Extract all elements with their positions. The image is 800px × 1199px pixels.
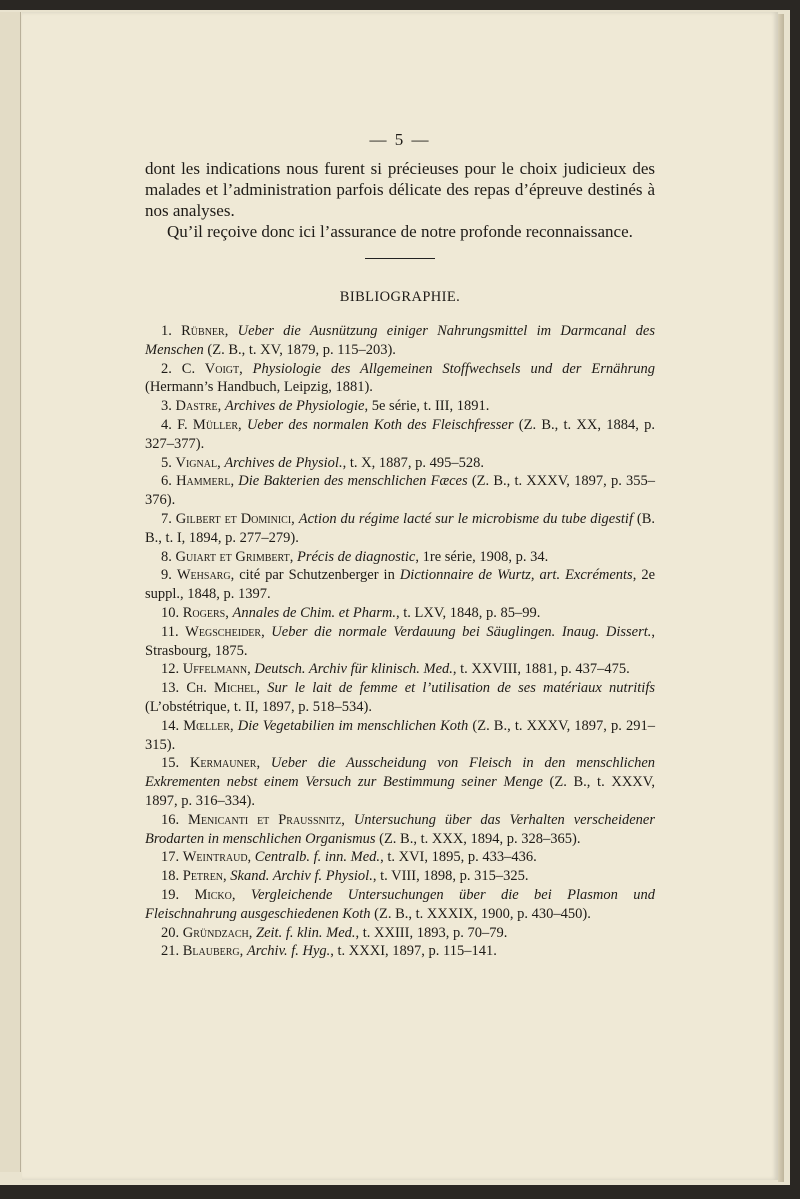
bibliography-entry xyxy=(145,754,655,810)
entry-title: Physiologie des Allgemeinen Stoffwechsels und der Ernährung xyxy=(252,360,656,377)
entry-details: , t. LXV, 1848, p. 85–99. xyxy=(395,604,541,621)
bibliography-entry xyxy=(145,867,655,886)
bibliography-entry xyxy=(145,623,655,661)
entry-details: (Z. B., t. XXXV, 1897, p. 316–334). xyxy=(145,774,655,809)
entry-separator: , xyxy=(223,868,231,885)
entry-author: Rogers xyxy=(182,604,226,621)
entry-author: Dastre xyxy=(175,398,218,415)
entry-separator: , xyxy=(341,811,354,828)
entry-title: Ueber die normale Verdauung bei Säuglingen. Inaug. Dissert. xyxy=(271,623,652,640)
bibliography-entry xyxy=(145,360,655,398)
section-divider xyxy=(365,258,435,259)
entry-title: Sur le lait de femme et l’utilisation de ses matériaux nutritifs xyxy=(267,680,655,697)
entry-number: 12. xyxy=(161,661,180,678)
entry-details: , t. XXXI, 1897, p. 115–141. xyxy=(330,943,497,960)
entry-author: Hammerl xyxy=(176,473,231,490)
entry-separator: , xyxy=(256,680,268,697)
entry-details: (Z. B., t. XXXIX, 1900, p. 430–450). xyxy=(370,905,591,922)
entry-number: 5. xyxy=(161,454,172,471)
entry-details: , t. X, 1887, p. 495–528. xyxy=(342,454,484,471)
bibliography-entry xyxy=(145,510,655,548)
entry-author: Ch. Michel xyxy=(186,680,257,697)
entry-title: Archives de Physiol. xyxy=(224,454,343,471)
entry-number: 8. xyxy=(161,548,172,565)
entry-number: 11. xyxy=(161,623,179,640)
bibliography-entry xyxy=(145,548,655,567)
entry-details: , 1re série, 1908, p. 34. xyxy=(415,548,549,565)
entry-number: 9. xyxy=(161,567,172,584)
entry-separator: , xyxy=(230,473,239,490)
entry-separator: , xyxy=(247,849,255,866)
entry-number: 1. xyxy=(161,323,172,339)
entry-number: 15. xyxy=(161,755,180,772)
entry-separator: , xyxy=(225,604,233,621)
bibliography-entry xyxy=(145,416,655,454)
entry-title: Skand. Archiv f. Physiol. xyxy=(230,868,373,885)
entry-separator: , xyxy=(256,755,271,772)
paragraph-2: Qu’il reçoive donc ici l’assurance de notre profonde reconnaissance. xyxy=(167,222,633,241)
bibliography-entry xyxy=(145,454,655,473)
bibliography-entry xyxy=(145,886,655,924)
entry-details: (Z. B., t. XXXV, 1897, p. 355–376). xyxy=(145,473,656,509)
entry-details: , 2e suppl., 1848, p. 1397. xyxy=(145,567,656,603)
bibliography-entry xyxy=(145,679,655,717)
entry-title: Zeit. f. klin. Med. xyxy=(256,924,356,941)
entry-title: Vergleichende Untersuchungen über die bei Plasmon und Fleischnahrung ausgeschiedenen Koth xyxy=(145,886,655,922)
bibliography-entry xyxy=(145,924,655,943)
entry-number: 3. xyxy=(161,398,172,415)
entry-separator: , xyxy=(217,454,225,471)
entry-separator: , cité par Schutzenberger in xyxy=(230,567,400,584)
entry-number: 17. xyxy=(161,849,180,866)
entry-title: Untersuchung über das Verhalten verscheidener Brodarten in menschlichen Organismus xyxy=(145,811,656,847)
entry-author: C. Voigt xyxy=(181,360,240,377)
entry-author: Weintraud xyxy=(182,849,248,866)
entry-number: 7. xyxy=(161,510,172,527)
entry-number: 10. xyxy=(161,604,180,621)
entry-separator: , xyxy=(248,924,257,941)
entry-author: Blauberg xyxy=(182,943,240,960)
entry-number: 14. xyxy=(161,717,180,734)
page-number: — 5 — xyxy=(369,130,431,149)
entry-details: , 5e série, t. III, 1891. xyxy=(364,398,490,415)
entry-separator: , xyxy=(217,398,225,415)
entry-title: Archives de Physiologie xyxy=(224,398,365,415)
entry-details: (Hermann’s Handbuch, Leipzig, 1881). xyxy=(145,379,373,396)
entry-separator: , xyxy=(231,886,251,903)
entry-number: 16. xyxy=(161,811,180,828)
right-page-edge xyxy=(778,14,784,1182)
entry-separator: , xyxy=(224,323,238,339)
entry-details: , t. VIII, 1898, p. 315–325. xyxy=(372,868,529,885)
entry-author: Mœller xyxy=(183,717,230,734)
page-content xyxy=(145,130,655,961)
entry-title: Archiv. f. Hyg. xyxy=(246,943,331,960)
entry-separator: , xyxy=(239,943,247,960)
entry-separator: , xyxy=(291,510,299,527)
entry-title: Précis de diagnostic xyxy=(296,548,416,565)
entry-title: Ueber die Ausnützung einiger Nahrungsmittel im Darmcanal des Menschen xyxy=(145,323,655,358)
entry-details: (L’obstétrique, t. II, 1897, p. 518–534). xyxy=(145,698,373,715)
entry-separator: , xyxy=(261,623,272,640)
entry-title: Ueber des normalen Koth des Fleischfresser xyxy=(246,416,514,433)
entry-author: Rübner xyxy=(181,323,225,339)
entry-details: , t. XXVIII, 1881, p. 437–475. xyxy=(452,661,630,678)
entry-number: 18. xyxy=(161,868,180,885)
entry-number: 19. xyxy=(161,886,180,903)
entry-details: (Z. B., t. XXXV, 1897, p. 291–315). xyxy=(145,717,655,753)
entry-separator: , xyxy=(230,717,238,734)
entry-number: 4. xyxy=(161,416,172,433)
bibliography-entry xyxy=(145,848,655,867)
entry-author: Petren xyxy=(182,868,224,885)
bibliography-entry xyxy=(145,472,655,510)
paragraph-1: dont les indications nous furent si précieuses pour le choix judicieux des malades et l’administration parfois délicate des repas d’épreuve destinés à nos analyses. xyxy=(145,159,655,220)
bibliography-entry xyxy=(145,811,655,849)
bibliography-entry xyxy=(145,604,655,623)
entry-title: Die Vegetabilien im menschlichen Koth xyxy=(237,717,469,734)
entry-author: Micko xyxy=(194,886,232,903)
entry-title: Centralb. f. inn. Med. xyxy=(254,849,381,866)
entry-details: (Z. B., t. XV, 1879, p. 115–203). xyxy=(203,341,396,358)
entry-separator: , xyxy=(238,416,247,433)
entry-title: Ueber die Ausscheidung von Fleisch in den menschlichen Exkrementen nebst einem Versuch zur Bestimmung seiner Menge xyxy=(145,755,656,791)
entry-number: 2. xyxy=(161,360,172,377)
entry-number: 13. xyxy=(161,680,180,697)
entry-title: Dictionnaire de Wurtz, art. Excréments xyxy=(399,567,633,584)
entry-title: Annales de Chim. et Pharm. xyxy=(232,604,396,621)
entry-details: (Z. B., t. XX, 1884, p. 327–377). xyxy=(145,416,656,452)
entry-author: Wegscheider xyxy=(185,623,262,640)
entry-author: Gilbert et Dominici xyxy=(175,510,292,527)
bibliography-heading: BIBLIOGRAPHIE. xyxy=(339,289,461,305)
entry-separator: , xyxy=(289,548,297,565)
entry-author: Wehsarg xyxy=(176,567,231,584)
bibliography-entry xyxy=(145,566,655,604)
entry-number: 20. xyxy=(161,924,180,941)
entry-author: Kermauner xyxy=(189,755,257,772)
entry-details: , Strasbourg, 1875. xyxy=(145,623,656,659)
entry-author: Gründzach xyxy=(182,924,249,941)
entry-author: F. Müller xyxy=(177,416,239,433)
entry-details: , t. XXIII, 1893, p. 70–79. xyxy=(355,924,508,941)
bibliography-entry xyxy=(145,660,655,679)
entry-title: Die Bakterien des menschlichen Fæces xyxy=(238,473,468,490)
entry-details: (Z. B., t. XXX, 1894, p. 328–365). xyxy=(375,830,581,847)
left-page-edge xyxy=(0,12,21,1172)
entry-author: Menicanti et Praussnitz xyxy=(188,811,342,828)
bibliography-entry xyxy=(145,942,655,961)
bibliography-entry xyxy=(145,397,655,416)
entry-details: (B. B., t. I, 1894, p. 277–279). xyxy=(145,510,656,546)
entry-details: , t. XVI, 1895, p. 433–436. xyxy=(380,849,537,866)
entry-title: Action du régime lacté sur le microbisme du tube digestif xyxy=(298,510,633,527)
entry-number: 6. xyxy=(161,473,172,490)
bibliography-entry xyxy=(145,322,655,360)
entry-author: Guiart et Grimbert xyxy=(175,548,290,565)
bibliography-entry xyxy=(145,717,655,755)
entry-separator: , xyxy=(239,360,253,377)
bibliography-list xyxy=(145,322,655,961)
entry-author: Vignal xyxy=(175,454,218,471)
entry-title: Deutsch. Archiv für klinisch. Med. xyxy=(254,661,453,678)
entry-number: 21. xyxy=(161,943,180,960)
entry-separator: , xyxy=(247,661,255,678)
entry-author: Uffelmann xyxy=(182,661,248,678)
